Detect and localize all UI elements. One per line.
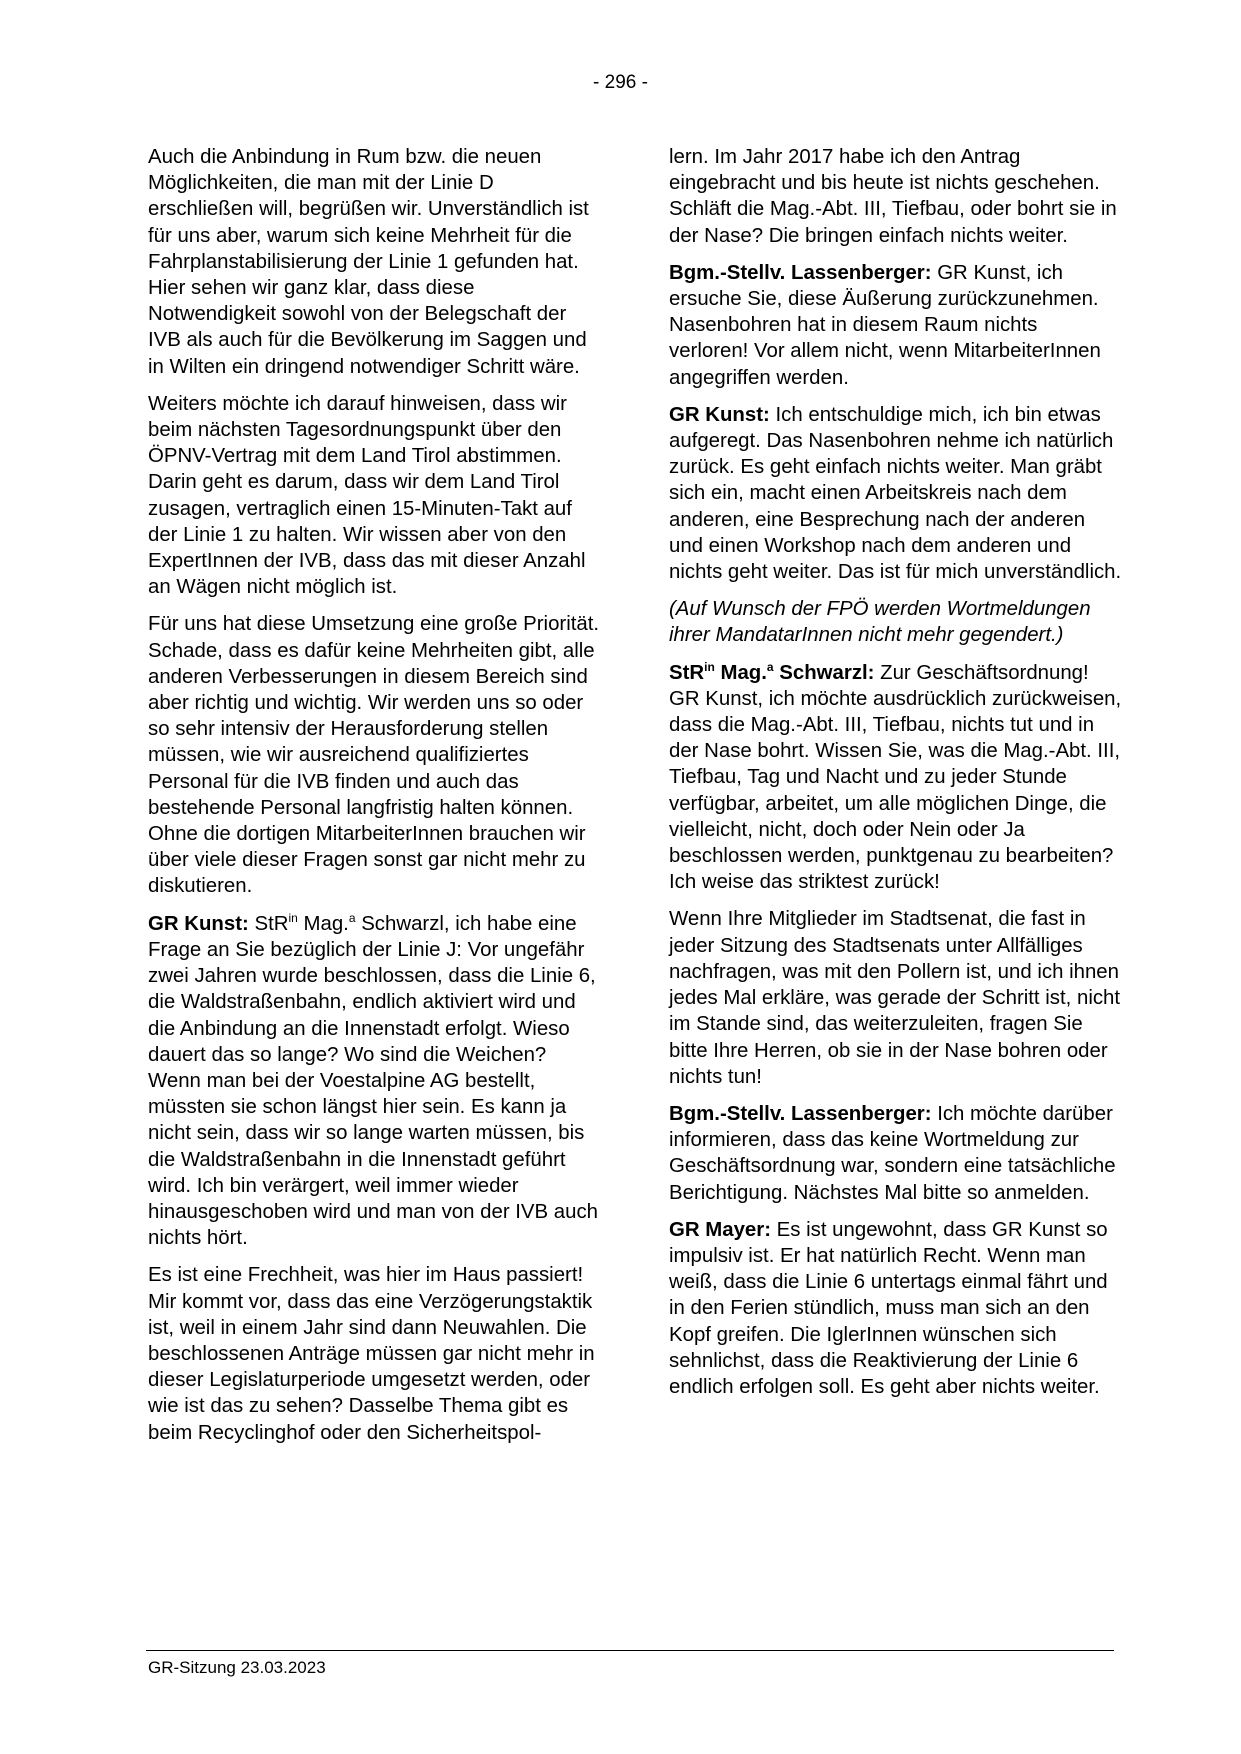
right-column bbox=[669, 144, 1122, 1411]
paragraph bbox=[148, 911, 601, 1252]
title-mag: Mag. bbox=[720, 661, 767, 684]
speech-text: Zur Geschäftsordnung! GR Kunst, ich möchte ausdrücklich zurückweisen, dass die Mag.-Abt. III, Tiefbau, nichts tut und in der Nase bohrt. Wissen Sie, was die Mag.-Abt. III, Tiefbau, Tag und Nacht und zu jeder Stunde verfügbar, arbeitet, um alle möglichen Dinge, die vielleicht, nicht, doch oder Nein oder Ja beschlossen werden, punktgenau zu bearbeiten? Ich weise das striktest zurück! bbox=[669, 661, 1122, 894]
paragraph: Auch die Anbindung in Rum bzw. die neuen Möglichkeiten, die man mit der Linie D erschließen will, begrüßen wir. Unverständlich ist für uns aber, warum sich keine Mehrheit für die Fahrplanstabilisierung der Linie 1 gefunden hat. Hier sehen wir ganz klar, dass diese Notwendigkeit sowohl von der Belegschaft der IVB als auch für die Bevölkerung im Saggen und in Wilten ein dringend notwendiger Schritt wäre. bbox=[148, 146, 589, 378]
speaker-surname: Schwarzl: bbox=[779, 661, 875, 684]
superscript: a bbox=[348, 910, 356, 925]
page-number: - 296 - bbox=[593, 72, 648, 93]
paragraph: Wenn Ihre Mitglieder im Stadtsenat, die fast in jeder Sitzung des Stadtsenats unter Allfälliges nachfragen, was mit den Pollern ist, und ich ihnen jedes Mal erkläre, was gerade der Schritt ist, nicht im Stande sind, das weiterzuleiten, fragen Sie bitte Ihre Herren, ob sie in der Nase bohren oder nichts tun! bbox=[669, 908, 1121, 1088]
speaker-name bbox=[669, 659, 875, 684]
paragraph bbox=[669, 402, 1122, 585]
title-mag: Mag. bbox=[303, 912, 349, 935]
speaker-name: GR Kunst: bbox=[148, 912, 249, 935]
speech-text: Es ist ungewohnt, dass GR Kunst so impulsiv ist. Er hat natürlich Recht. Wenn man weiß, dass die Linie 6 untertags einmal fährt und in den Ferien stündlich, muss man sich an den Kopf greifen. Die IglerInnen wünschen sich sehnlichst, dass die Reaktivierung der Linie 6 endlich erfolgen soll. Es geht aber nichts weiter. bbox=[669, 1218, 1108, 1398]
speech-text: GR Kunst, ich ersuche Sie, diese Äußerung zurückzunehmen. Nasenbohren hat in diesem Raum nichts verloren! Vor allem nicht, wenn MitarbeiterInnen angegriffen werden. bbox=[669, 261, 1101, 389]
paragraph: Es ist eine Frechheit, was hier im Haus passiert! Mir kommt vor, dass das eine Verzögerungstaktik ist, weil in einem Jahr sind dann Neuwahlen. Die beschlossenen Anträge müssen gar nicht mehr in dieser Legislaturperiode umgesetzt werden, oder wie ist das zu sehen? Dasselbe Thema gibt es beim Recyclinghof oder den Sicherheitspol- bbox=[148, 1264, 595, 1444]
paragraph bbox=[669, 1217, 1122, 1400]
superscript: a bbox=[766, 659, 774, 674]
title-str: StR bbox=[254, 912, 289, 935]
paragraph: lern. Im Jahr 2017 habe ich den Antrag eingebracht und bis heute ist nichts geschehen. Schläft die Mag.-Abt. III, Tiefbau, oder bohrt sie in der Nase? Die bringen einfach nichts weiter. bbox=[669, 146, 1117, 247]
superscript: in bbox=[288, 910, 298, 925]
footer-session: GR-Sitzung 23.03.2023 bbox=[148, 1658, 326, 1677]
speech-text: Ich entschuldige mich, ich bin etwas aufgeregt. Das Nasenbohren nehme ich natürlich zurück. Es geht einfach nichts weiter. Man gräbt sich ein, macht einen Arbeitskreis nach dem anderen, eine Besprechung nach der anderen und einen Workshop nach dem anderen und nichts geht weiter. Das ist für mich unverständlich. bbox=[669, 403, 1122, 584]
speech-text: Schwarzl, ich habe eine Frage an Sie bezüglich der Linie J: Vor ungefähr zwei Jahren wurde beschlossen, dass die Linie 6, die Waldstraßenbahn, endlich aktiviert wird und die Anbindung an die Innenstadt erfolgt. Wieso dauert das so lange? Wo sind die Weichen? Wenn man bei der Voestalpine AG bestellt, müssten sie schon längst hier sein. Es kann ja nicht sein, dass wir so lange warten müssen, bis die Waldstraßenbahn in die Innenstadt geführt wird. Ich bin verärgert, weil immer wieder hinausgeschoben wird und man von der IVB auch nichts hört. bbox=[148, 912, 599, 1250]
paragraph: Weiters möchte ich darauf hinweisen, dass wir beim nächsten Tagesordnungspunkt über den ÖPNV-Vertrag mit dem Land Tirol abstimmen. Darin geht es darum, dass wir dem Land Tirol zusagen, vertraglich einen 15-Minuten-Takt auf der Linie 1 zu halten. Wir wissen aber von den ExpertInnen der IVB, dass das mit dieser Anzahl an Wägen nicht möglich ist. bbox=[148, 392, 586, 599]
superscript: in bbox=[704, 659, 715, 674]
paragraph bbox=[669, 1101, 1122, 1206]
paragraph: Für uns hat diese Umsetzung eine große Priorität. Schade, dass es dafür keine Mehrheiten gibt, alle anderen Verbesserungen in diesem Bereich sind aber richtig und wichtig. Wir werden uns so oder so sehr intensiv der Herausforderung stellen müssen, wie wir ausreichend qualifiziertes Personal für die IVB finden und auch das bestehende Personal langfristig halten können. Ohne die dortigen MitarbeiterInnen brauchen wir über viele dieser Fragen sonst gar nicht mehr zu diskutieren. bbox=[148, 613, 600, 898]
speaker-name: Bgm.-Stellv. Lassenberger: bbox=[669, 1102, 932, 1125]
speaker-name: GR Mayer: bbox=[669, 1218, 771, 1241]
speaker-name: GR Kunst: bbox=[669, 403, 770, 426]
footer-divider bbox=[146, 1650, 1114, 1651]
editorial-note: (Auf Wunsch der FPÖ werden Wortmeldungen ihrer MandatarInnen nicht mehr gegendert.) bbox=[669, 598, 1091, 647]
speaker-name: Bgm.-Stellv. Lassenberger: bbox=[669, 261, 932, 284]
title-str: StR bbox=[669, 661, 705, 684]
left-column bbox=[148, 144, 601, 1457]
paragraph bbox=[669, 660, 1122, 896]
paragraph bbox=[669, 260, 1122, 391]
speech-text: Ich möchte darüber informieren, dass das keine Wortmeldung zur Geschäftsordnung war, sondern eine tatsächliche Berichtigung. Nächstes Mal bitte so anmelden. bbox=[669, 1102, 1116, 1204]
